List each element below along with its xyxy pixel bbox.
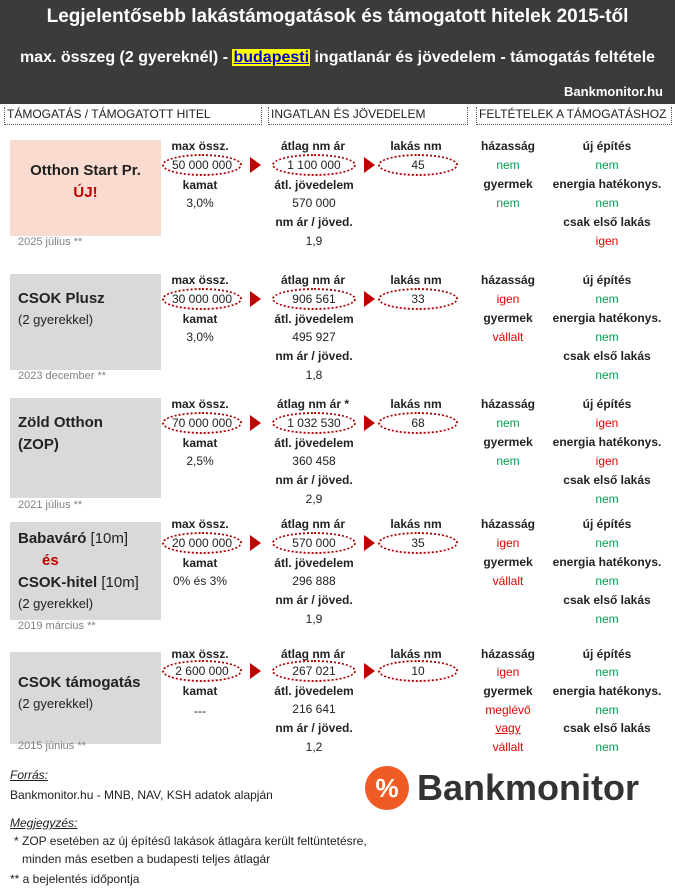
program-name-suffix: [10m]: [86, 530, 129, 547]
child-label: gyermek: [483, 684, 533, 698]
price-label: átlag nm ár: [280, 517, 346, 531]
energy-label: energia hatékonys.: [552, 555, 662, 569]
avg-price: 1 100 000: [272, 154, 356, 176]
new-build-value: nem: [595, 292, 619, 306]
energy-label: energia hatékonys.: [552, 435, 662, 449]
marriage-value: igen: [496, 536, 520, 550]
subtitle-post: ingatlanár és jövedelem - támogatás feltétele: [310, 49, 656, 66]
column-header-property: INGATLAN ÉS JÖVEDELEM: [268, 107, 468, 125]
energy-value: nem: [595, 574, 619, 588]
and-label: és: [42, 552, 59, 569]
flat-size: 33: [378, 288, 458, 310]
program-name-text: Babaváró: [18, 530, 87, 547]
first-value: nem: [595, 368, 619, 382]
marriage-value: nem: [496, 416, 520, 430]
income-label: átl. jövedelem: [274, 684, 354, 698]
program-sub: (2 gyerekkel): [18, 312, 94, 327]
child-value: meglévő: [485, 703, 531, 717]
avg-price: 267 021: [272, 660, 356, 682]
program-sub: (2 gyerekkel): [18, 696, 94, 711]
rate-label: kamat: [182, 556, 218, 570]
rate-value: 3,0%: [186, 196, 214, 210]
income-value: 216 641: [292, 702, 336, 716]
marriage-value: nem: [496, 158, 520, 172]
price-label: átlag nm ár: [280, 139, 346, 153]
program-name-2: [18, 572, 153, 594]
announce-date: 2019 március **: [18, 620, 96, 632]
rate-label: kamat: [182, 684, 218, 698]
ratio-value: 1,2: [305, 740, 323, 754]
max-label: max össz.: [171, 397, 229, 411]
program-name: [18, 528, 153, 550]
arrow-icon: [364, 535, 375, 551]
energy-label: energia hatékonys.: [552, 177, 662, 191]
flat-label: lakás nm: [390, 273, 442, 287]
energy-value: nem: [595, 330, 619, 344]
ratio-label: nm ár / jöved.: [275, 349, 353, 363]
block-otthon-start: [0, 128, 675, 256]
header: [0, 0, 675, 104]
rate-label: kamat: [182, 178, 218, 192]
arrow-icon: [250, 415, 261, 431]
program-name: Otthon Start Pr.: [30, 162, 141, 179]
flat-size: 68: [378, 412, 458, 434]
new-build-value: nem: [595, 665, 619, 679]
energy-label: energia hatékonys.: [552, 684, 662, 698]
ratio-label: nm ár / jöved.: [275, 721, 353, 735]
arrow-icon: [250, 157, 261, 173]
logo-text: Bankmonitor: [417, 767, 640, 808]
child-label: gyermek: [483, 177, 533, 191]
max-amount: 50 000 000: [162, 154, 242, 176]
ratio-value: 1,9: [305, 612, 323, 626]
child-value-3: vállalt: [492, 740, 524, 754]
program-name-box: [10, 522, 161, 620]
flat-label: lakás nm: [390, 397, 442, 411]
program-name-box: [10, 274, 161, 370]
ratio-label: nm ár / jöved.: [275, 215, 353, 229]
new-build-label: új építés: [582, 139, 632, 153]
new-build-label: új építés: [582, 647, 632, 661]
arrow-icon: [364, 291, 375, 307]
max-amount: 20 000 000: [162, 532, 242, 554]
new-badge: ÚJ!: [73, 184, 98, 201]
note-1: * ZOP esetében az új építésű lakások átlagára került feltüntetésre,: [14, 834, 367, 848]
program-name: Zöld Otthon: [18, 414, 103, 431]
percent-icon: %: [365, 766, 409, 810]
child-value: nem: [496, 196, 520, 210]
arrow-icon: [250, 291, 261, 307]
notes-label: Megjegyzés:: [10, 816, 78, 830]
first-value: igen: [595, 234, 619, 248]
max-amount: 30 000 000: [162, 288, 242, 310]
block-csok-tamogatas: [0, 640, 675, 768]
program-name-box: [10, 140, 161, 236]
flat-size: 10: [378, 660, 458, 682]
income-value: 570 000: [292, 196, 336, 210]
arrow-icon: [364, 415, 375, 431]
first-value: nem: [595, 740, 619, 754]
child-value: vállalt: [492, 574, 524, 588]
subtitle-highlight: budapesti: [233, 49, 310, 66]
income-label: átl. jövedelem: [274, 312, 354, 326]
energy-value: nem: [595, 703, 619, 717]
block-babavaro-csok-hitel: [0, 510, 675, 638]
income-label: átl. jövedelem: [274, 178, 354, 192]
max-amount: 2 600 000: [162, 660, 242, 682]
block-zold-otthon: [0, 386, 675, 514]
column-header-support: TÁMOGATÁS / TÁMOGATOTT HITEL: [4, 107, 262, 125]
arrow-icon: [364, 663, 375, 679]
rate-value: 2,5%: [186, 454, 214, 468]
marriage-label: házasság: [480, 397, 536, 411]
first-label: csak első lakás: [563, 473, 651, 487]
flat-label: lakás nm: [390, 139, 442, 153]
announce-date: 2023 december **: [18, 370, 107, 382]
first-value: nem: [595, 612, 619, 626]
energy-value: igen: [595, 454, 619, 468]
rate-value: 0% és 3%: [172, 574, 228, 588]
source-label: Forrás:: [10, 768, 49, 782]
rate-label: kamat: [182, 312, 218, 326]
flat-label: lakás nm: [390, 517, 442, 531]
max-label: max össz.: [171, 139, 229, 153]
child-value-2: vagy: [495, 721, 521, 735]
energy-label: energia hatékonys.: [552, 311, 662, 325]
page-title: Legjelentősebb lakástámogatások és támogatott hitelek 2015-től: [46, 6, 629, 27]
announce-date: 2025 július **: [18, 236, 83, 248]
ratio-label: nm ár / jöved.: [275, 593, 353, 607]
marriage-label: házasság: [480, 139, 536, 153]
new-build-label: új építés: [582, 517, 632, 531]
price-label: átlag nm ár *: [276, 397, 350, 411]
program-name-box: [10, 398, 161, 498]
income-value: 360 458: [292, 454, 336, 468]
program-name-2-suffix: [10m]: [97, 574, 139, 591]
first-label: csak első lakás: [563, 593, 651, 607]
income-label: átl. jövedelem: [274, 556, 354, 570]
new-build-label: új építés: [582, 273, 632, 287]
marriage-value: igen: [496, 292, 520, 306]
ratio-value: 1,9: [305, 234, 323, 248]
program-name: CSOK támogatás: [18, 674, 141, 691]
announce-date: 2021 július **: [18, 499, 83, 511]
avg-price: 570 000: [272, 532, 356, 554]
child-label: gyermek: [483, 435, 533, 449]
first-label: csak első lakás: [563, 349, 651, 363]
ratio-label: nm ár / jöved.: [275, 473, 353, 487]
avg-price: 1 032 530: [272, 412, 356, 434]
ratio-value: 1,8: [305, 368, 323, 382]
header-source: Bankmonitor.hu: [564, 84, 663, 99]
marriage-value: igen: [496, 665, 520, 679]
column-header-conditions: FELTÉTELEK A TÁMOGATÁSHOZ: [476, 107, 672, 125]
max-amount: 70 000 000: [162, 412, 242, 434]
announce-date: 2015 június **: [18, 740, 86, 752]
source-text: Bankmonitor.hu - MNB, NAV, KSH adatok alapján: [10, 788, 273, 802]
new-build-label: új építés: [582, 397, 632, 411]
rate-label: kamat: [182, 436, 218, 450]
page-subtitle: [10, 45, 665, 71]
new-build-value: nem: [595, 158, 619, 172]
child-label: gyermek: [483, 555, 533, 569]
first-label: csak első lakás: [563, 215, 651, 229]
block-csok-plusz: [0, 262, 675, 390]
first-label: csak első lakás: [563, 721, 651, 735]
flat-size: 35: [378, 532, 458, 554]
program-name-2: (ZOP): [18, 436, 59, 453]
note-1b: minden más esetben a budapesti teljes átlagár: [22, 852, 271, 866]
child-label: gyermek: [483, 311, 533, 325]
program-name: CSOK Plusz: [18, 290, 105, 307]
arrow-icon: [250, 663, 261, 679]
marriage-label: házasság: [480, 517, 536, 531]
energy-value: nem: [595, 196, 619, 210]
avg-price: 906 561: [272, 288, 356, 310]
arrow-icon: [250, 535, 261, 551]
max-label: max össz.: [171, 273, 229, 287]
price-label: átlag nm ár: [280, 273, 346, 287]
arrow-icon: [364, 157, 375, 173]
flat-label: lakás nm: [390, 647, 442, 661]
program-name-2-text: CSOK-hitel: [18, 574, 98, 591]
flat-size: 45: [378, 154, 458, 176]
new-build-value: igen: [595, 416, 619, 430]
note-2: ** a bejelentés időpontja: [10, 872, 140, 886]
program-sub: (2 gyerekkel): [18, 596, 94, 611]
marriage-label: házasság: [480, 273, 536, 287]
income-value: 495 927: [292, 330, 336, 344]
rate-value: 3,0%: [186, 330, 214, 344]
max-label: max össz.: [171, 647, 229, 661]
rate-value: ---: [194, 704, 206, 718]
child-value: nem: [496, 454, 520, 468]
subtitle-pre: max. összeg (2 gyereknél) -: [19, 49, 233, 66]
child-value: vállalt: [492, 330, 524, 344]
new-build-value: nem: [595, 536, 619, 550]
income-label: átl. jövedelem: [274, 436, 354, 450]
program-name-box: [10, 652, 161, 744]
price-label: átlag nm ár: [280, 647, 346, 661]
income-value: 296 888: [292, 574, 336, 588]
first-value: nem: [595, 492, 619, 506]
max-label: max össz.: [171, 517, 229, 531]
ratio-value: 2,9: [305, 492, 323, 506]
marriage-label: házasság: [480, 647, 536, 661]
